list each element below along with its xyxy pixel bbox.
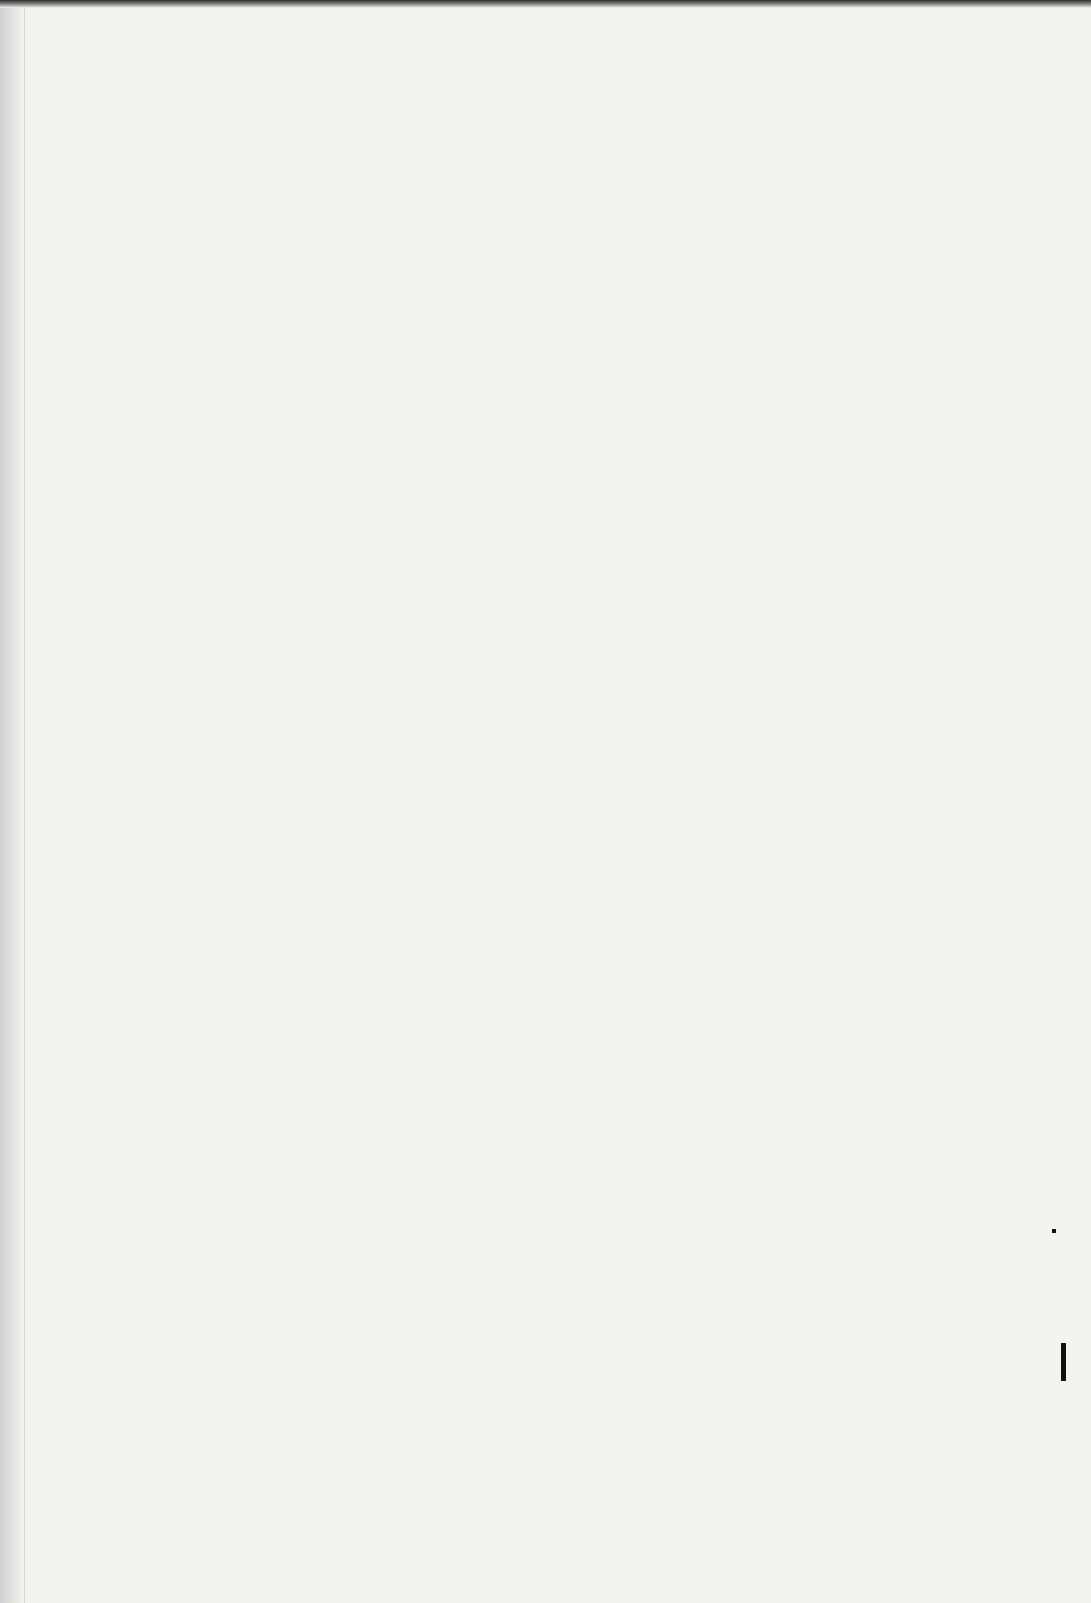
margin-dot <box>1052 1229 1056 1233</box>
concessies-section <box>150 900 968 920</box>
bandoeng-paragraph <box>150 900 968 920</box>
page-top-edge <box>0 0 1091 8</box>
table-header-bottom <box>130 1134 975 1151</box>
financial-table <box>130 1117 975 1152</box>
margin-mark <box>1061 1343 1066 1381</box>
table-header-top <box>130 1117 975 1134</box>
page-binding-edge <box>0 0 25 1603</box>
